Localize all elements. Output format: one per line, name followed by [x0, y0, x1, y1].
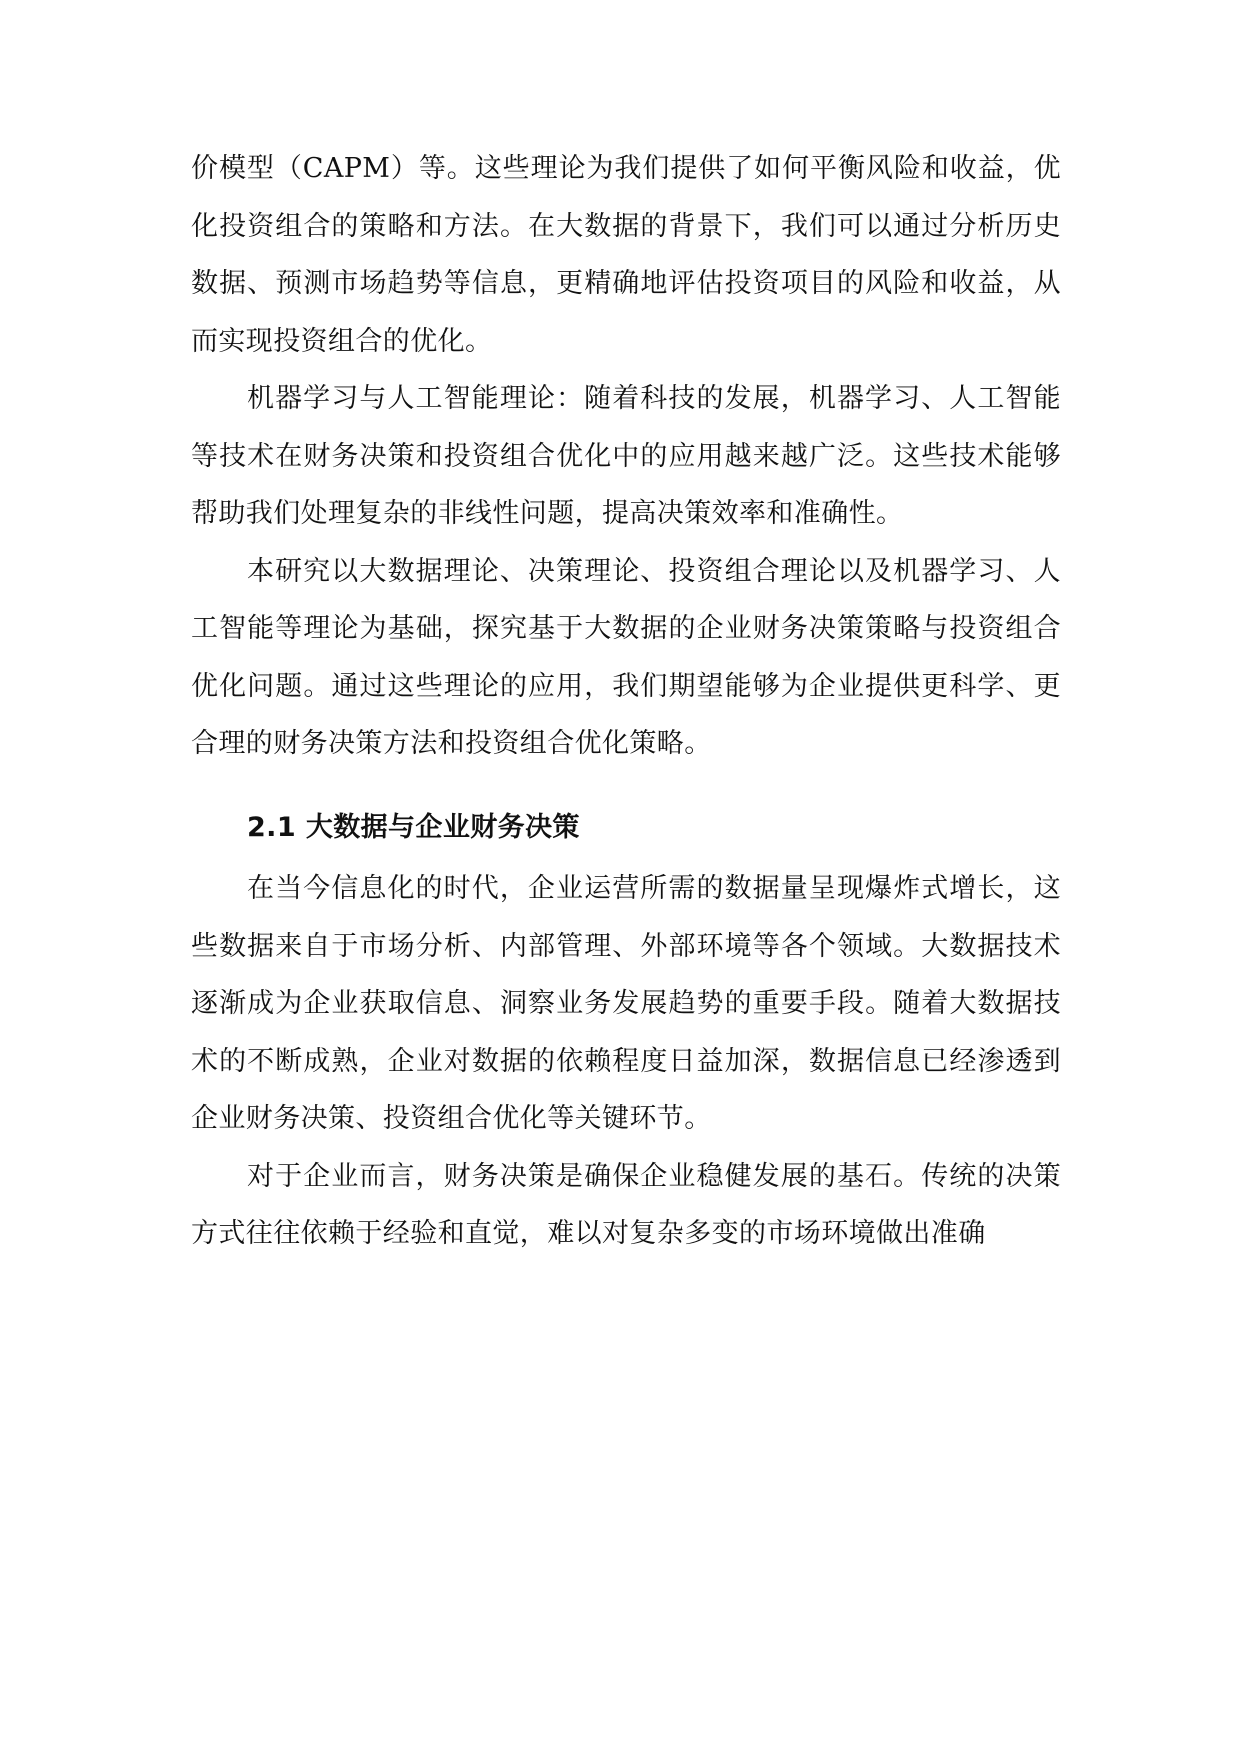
paragraph-financial-decision: 对于企业而言，财务决策是确保企业稳健发展的基石。传统的决策方式往往依赖于经验和直觉，难以对复杂多变的市场环境做出准确 [191, 1160, 1061, 1249]
section-heading: 2.1 大数据与企业财务决策 [247, 811, 580, 843]
paragraph-capm-continuation: 价模型（CAPM）等。这些理论为我们提供了如何平衡风险和收益，优化投资组合的策略和方法。在大数据的背景下，我们可以通过分析历史数据、预测市场趋势等信息，更精确地评估投资项目的风险和收益，从而实现投资组合的优化。 [191, 153, 1061, 357]
paragraph-information-era: 在当今信息化的时代，企业运营所需的数据量呈现爆炸式增长，这些数据来自于市场分析、内部管理、外部环境等各个领域。大数据技术逐渐成为企业获取信息、洞察业务发展趋势的重要手段。随着大数据技术的不断成熟，企业对数据的依赖程度日益加深，数据信息已经渗透到企业财务决策、投资组合优化等关键环节。 [191, 873, 1061, 1134]
paragraph-research-foundation: 本研究以大数据理论、决策理论、投资组合理论以及机器学习、人工智能等理论为基础，探究基于大数据的企业财务决策策略与投资组合优化问题。通过这些理论的应用，我们期望能够为企业提供更科学、更合理的财务决策方法和投资组合优化策略。 [191, 555, 1061, 759]
document-body [191, 140, 1061, 1263]
paragraph-machine-learning-theory: 机器学习与人工智能理论：随着科技的发展，机器学习、人工智能等技术在财务决策和投资组合优化中的应用越来越广泛。这些技术能够帮助我们处理复杂的非线性问题，提高决策效率和准确性。 [191, 383, 1061, 529]
